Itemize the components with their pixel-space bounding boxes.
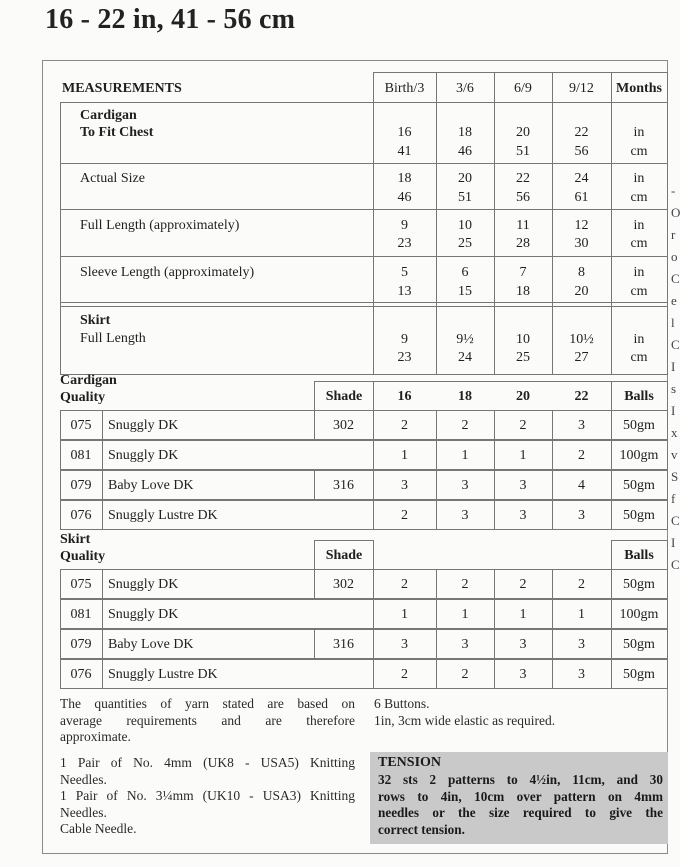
skirt-yarn-qty: 2: [519, 577, 527, 592]
tension-line2: rows to 4in, 10cm over pattern on 4mm: [378, 788, 663, 804]
edge-glyph: I: [671, 359, 676, 374]
needle1-line1: 1 Pair of No. 4mm (UK8 - USA5) Knitting: [60, 755, 355, 770]
quantities-note-line2: average requirements and are therefore: [60, 712, 355, 728]
cardigan-yarn-qty: 2: [401, 508, 408, 523]
col-3-6: 3/6: [456, 81, 474, 96]
value-cm: 61: [574, 190, 589, 205]
tension-title: TENSION: [378, 755, 442, 770]
tension-line3: needles or the size required to give the: [378, 805, 663, 820]
needle2-line2: Needles.: [60, 804, 107, 820]
tension-line4: correct tension.: [378, 821, 465, 837]
value-in: 9: [401, 218, 408, 233]
edge-glyph: I: [671, 403, 676, 418]
unit-in: in: [633, 218, 645, 233]
value-in: 22: [574, 125, 589, 140]
edge-glyph: e: [671, 293, 677, 308]
skirt-yarn-qty: 1: [401, 607, 408, 622]
cardigan-yarn-qty: 1: [401, 448, 408, 463]
cardigan-yarn-qty: 3: [519, 508, 527, 523]
cardigan-yarn-qty: 3: [519, 478, 527, 493]
measurements-header: MEASUREMENTS: [62, 81, 182, 96]
value-in: 8: [578, 265, 585, 280]
measure-row-label: Actual Size: [80, 171, 145, 186]
edge-glyph: I: [671, 535, 676, 550]
skirt-yarn-name: Baby Love DK: [108, 637, 194, 652]
skirt-yarn-qty: 2: [461, 577, 469, 592]
skirt-yarn-balls: 50gm: [623, 577, 655, 592]
cardigan-yarn-name: Snuggly DK: [108, 418, 179, 433]
unit-cm: cm: [630, 350, 648, 365]
value-cm: 56: [574, 144, 589, 159]
cardigan-yarn-code: 079: [70, 478, 92, 493]
value-cm: 25: [516, 350, 530, 365]
skirt-yarn-code: 081: [70, 607, 92, 622]
value-in: 24: [574, 171, 589, 186]
skirt-yarn-title: Skirt: [60, 532, 91, 547]
unit-in: in: [633, 125, 645, 140]
cardigan-yarn-qty: 2: [519, 418, 527, 433]
edge-glyph: S: [671, 469, 679, 484]
value-cm: 27: [574, 350, 589, 365]
edge-glyph: C: [671, 337, 680, 352]
value-in: 11: [516, 218, 530, 233]
edge-glyph: O: [671, 205, 680, 220]
unit-in: in: [633, 332, 645, 347]
skirt-balls-label: Balls: [624, 548, 654, 563]
skirt-yarn-qty: 3: [519, 667, 527, 682]
cardigan-yarn-balls: 50gm: [623, 478, 655, 493]
skirt-yarn-code: 076: [70, 667, 92, 682]
col-6-9: 6/9: [514, 81, 532, 96]
cardigan-yarn-qty: 2: [461, 418, 469, 433]
skirt-yarn-qty: 1: [461, 607, 469, 622]
skirt-yarn-qty: 2: [401, 667, 408, 682]
skirt-yarn-code: 079: [70, 637, 92, 652]
buttons-note: 6 Buttons.: [374, 696, 430, 711]
value-in: 20: [516, 125, 530, 140]
value-cm: 51: [458, 190, 472, 205]
edge-glyph: C: [671, 271, 680, 286]
cardigan-yarn-name: Baby Love DK: [108, 478, 194, 493]
value-cm: 56: [516, 190, 530, 205]
edge-glyph: C: [671, 513, 680, 528]
measure-row-label: Sleeve Length (approximately): [80, 265, 255, 280]
unit-cm: cm: [630, 284, 648, 299]
value-cm: 23: [397, 350, 412, 365]
cardigan-quality-label: Quality: [60, 390, 106, 405]
value-in: 20: [458, 171, 472, 186]
quantities-note-line1: The quantities of yarn stated are based on: [60, 696, 355, 711]
skirt-shade-label: Shade: [325, 548, 363, 563]
edge-glyph: x: [671, 425, 678, 440]
value-cm: 25: [458, 236, 472, 251]
skirt-yarn-balls: 100gm: [619, 607, 659, 622]
cable-needle: Cable Needle.: [60, 821, 137, 836]
edge-glyph: C: [671, 557, 680, 572]
value-cm: 28: [516, 236, 530, 251]
value-in: 18: [458, 125, 472, 140]
edge-glyph: -: [671, 183, 676, 198]
cardigan-yarn-balls: 100gm: [619, 448, 659, 463]
skirt-label: Skirt: [80, 313, 111, 328]
value-in: 9½: [456, 332, 474, 347]
edge-glyph: v: [671, 447, 678, 462]
cardigan-yarn-qty: 4: [578, 478, 585, 493]
unit-in: in: [633, 265, 645, 280]
cardigan-size-20: 20: [516, 389, 530, 404]
skirt-yarn-shade: 316: [333, 637, 354, 652]
cardigan-yarn-shade: 302: [333, 418, 354, 433]
col-birth-3: Birth/3: [384, 81, 425, 96]
skirt-quality-label: Quality: [60, 549, 106, 564]
cardigan-yarn-code: 081: [70, 448, 92, 463]
value-in: 12: [574, 218, 589, 233]
value-in: 22: [516, 171, 530, 186]
value-in: 9: [401, 332, 408, 347]
skirt-yarn-balls: 50gm: [623, 637, 655, 652]
value-cm: 13: [397, 284, 412, 299]
adjacent-page-edge: [671, 180, 678, 680]
edge-glyph: f: [671, 491, 676, 506]
skirt-yarn-qty: 3: [401, 637, 408, 652]
skirt-yarn-name: Snuggly DK: [108, 607, 179, 622]
cardigan-yarn-balls: 50gm: [623, 418, 655, 433]
value-cm: 46: [458, 144, 472, 159]
col-months: Months: [616, 81, 662, 96]
cardigan-yarn-name: Snuggly DK: [108, 448, 179, 463]
needle1-line2: Needles.: [60, 771, 107, 787]
cardigan-label: Cardigan: [80, 108, 137, 123]
value-in: 18: [397, 171, 412, 186]
skirt-yarn-code: 075: [70, 577, 92, 592]
value-in: 7: [519, 265, 527, 280]
value-cm: 18: [516, 284, 530, 299]
value-cm: 30: [574, 236, 589, 251]
skirt-yarn-qty: 3: [578, 637, 585, 652]
unit-in: in: [633, 171, 645, 186]
skirt-yarn-qty: 3: [519, 637, 527, 652]
skirt-yarn-qty: 1: [578, 607, 585, 622]
cardigan-size-18: 18: [458, 389, 472, 404]
value-in: 10½: [569, 332, 594, 347]
value-in: 6: [461, 265, 469, 280]
value-in: 10: [516, 332, 530, 347]
unit-cm: cm: [630, 144, 648, 159]
value-cm: 23: [397, 236, 412, 251]
edge-glyph: l: [671, 315, 675, 330]
skirt-yarn-name: Snuggly Lustre DK: [108, 667, 218, 682]
value-cm: 46: [397, 190, 412, 205]
cardigan-yarn-qty: 3: [578, 418, 585, 433]
unit-cm: cm: [630, 236, 648, 251]
cardigan-yarn-qty: 1: [461, 448, 469, 463]
unit-cm: cm: [630, 190, 648, 205]
value-cm: 15: [458, 284, 472, 299]
cardigan-yarn-qty: 3: [401, 478, 408, 493]
value-cm: 51: [516, 144, 530, 159]
needle2-line1: 1 Pair of No. 3¼mm (UK10 - USA3) Knitting: [60, 788, 355, 803]
cardigan-yarn-qty: 3: [578, 508, 585, 523]
cardigan-yarn-title: Cardigan: [60, 373, 117, 388]
cardigan-yarn-shade: 316: [333, 478, 354, 493]
cardigan-size-22: 22: [574, 389, 589, 404]
fit-chest-label: To Fit Chest: [80, 125, 154, 140]
skirt-yarn-qty: 2: [578, 577, 585, 592]
skirt-yarn-qty: 1: [519, 607, 527, 622]
value-cm: 20: [574, 284, 589, 299]
skirt-yarn-qty: 3: [461, 637, 469, 652]
tension-line1: 32 sts 2 patterns to 4½in, 11cm, and 30: [378, 772, 663, 787]
measure-row-label: Full Length: [80, 331, 146, 346]
value-in: 10: [458, 218, 472, 233]
value-cm: 24: [458, 350, 472, 365]
measure-row-label: Full Length (approximately): [80, 218, 240, 233]
skirt-yarn-qty: 3: [578, 667, 585, 682]
cardigan-size-16: 16: [397, 389, 412, 404]
cardigan-yarn-qty: 2: [401, 418, 408, 433]
cardigan-yarn-balls: 50gm: [623, 508, 655, 523]
cardigan-yarn-qty: 3: [461, 508, 469, 523]
cardigan-yarn-qty: 2: [578, 448, 585, 463]
skirt-yarn-shade: 302: [333, 577, 354, 592]
cardigan-yarn-qty: 1: [519, 448, 527, 463]
value-in: 5: [401, 265, 408, 280]
cardigan-balls-label: Balls: [624, 389, 654, 404]
skirt-yarn-name: Snuggly DK: [108, 577, 179, 592]
skirt-yarn-qty: 2: [461, 667, 469, 682]
col-9-12: 9/12: [569, 81, 594, 96]
cardigan-yarn-code: 075: [70, 418, 92, 433]
cardigan-yarn-code: 076: [70, 508, 92, 523]
edge-glyph: o: [671, 249, 678, 264]
skirt-yarn-qty: 2: [401, 577, 408, 592]
quantities-note-line3: approximate.: [60, 729, 131, 744]
edge-glyph: s: [671, 381, 677, 396]
value-cm: 41: [397, 144, 412, 159]
value-in: 16: [397, 125, 412, 140]
edge-glyph: r: [671, 227, 676, 242]
page-title: 16 - 22 in, 41 - 56 cm: [45, 4, 296, 35]
skirt-yarn-balls: 50gm: [623, 667, 655, 682]
cardigan-yarn-qty: 3: [461, 478, 469, 493]
cardigan-shade-label: Shade: [325, 389, 363, 404]
elastic-note: 1in, 3cm wide elastic as required.: [374, 712, 556, 728]
cardigan-yarn-name: Snuggly Lustre DK: [108, 508, 218, 523]
